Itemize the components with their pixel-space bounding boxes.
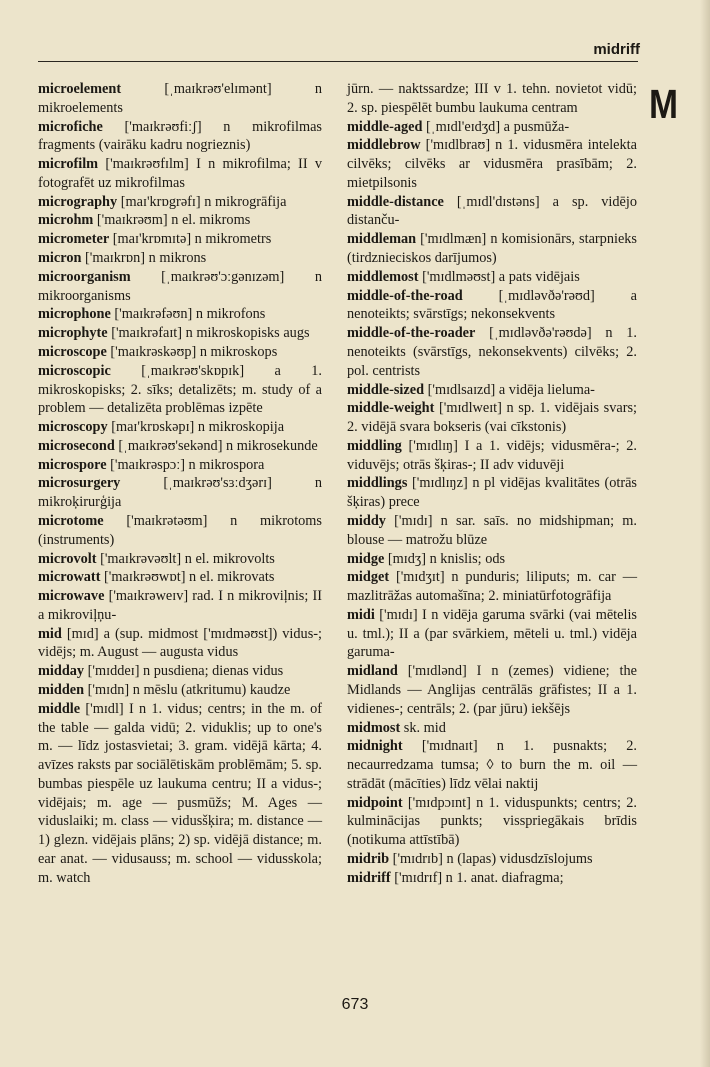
entry-headword: middlings: [347, 475, 408, 492]
dictionary-entry: [38, 550, 322, 569]
dictionary-entry: [347, 568, 637, 606]
entry-headword: microspore: [38, 456, 107, 473]
entry-definition: ['mɪdlweɪt] n sp. 1. vidējais svars; 2. vidējā svara bokseris (vai cīkstonis): [347, 400, 637, 436]
entry-headword: microelement: [38, 81, 122, 97]
entry-headword: midpoint: [347, 794, 403, 811]
entry-headword: microhm: [38, 212, 94, 229]
entry-headword: microtome: [38, 512, 104, 529]
dictionary-entry: [38, 625, 322, 663]
running-head-guideword: midriff: [593, 41, 640, 58]
entry-headword: midden: [38, 682, 85, 698]
dictionary-entry: [347, 268, 637, 287]
entry-definition: ['maɪkrəʊfɪlm] I n mikrofilma; II v fotografēt uz mikrofilmas: [38, 156, 322, 191]
entry-headword: midmost: [347, 719, 401, 736]
entry-definition: [ˌmaɪkrəʊ'skɒpɪk] a 1. mikroskopisks; 2. sīks; detalizēts; m. study of a problem — detalizēta problēmas izpēte: [38, 362, 322, 417]
dictionary-entry: [347, 794, 637, 850]
dictionary-entry: [347, 606, 637, 662]
dictionary-entry: [38, 418, 322, 437]
entry-headword: microscope: [38, 343, 107, 360]
dictionary-entry: [347, 118, 637, 137]
dictionary-entry: [347, 287, 637, 325]
dictionary-entry: [38, 268, 322, 306]
entry-definition: ['mɪdlməʊst] a pats vidējais: [418, 268, 580, 285]
entry-headword: midriff: [347, 869, 391, 886]
entry-definition: [ˌmɪdləvðə'rəʊdə] n 1. nenoteikts (svārstīgs, nekonsekvents) cilvēks; 2. pol. centrists: [347, 325, 637, 379]
entry-definition: ['mɪdl] I n 1. vidus; centrs; in the m. of the table — galda vidū; 2. viduklis; up to one's m. — līdz jostasvietai; 3. gram. vidējā kārta; 4. avīzes raksts par sociālētiskām problēmām; 5. sp. bumbas piespēle uz laukuma centru; II a vidus-; vidējais; m. age — pusmūžs; M. Ages — viduslaiki; m. class — vidusšķira; m. distance — 1) glezn. vidējais plāns; 2) sp. vidējā distance; m. ear anat. — vidusauss; m. school — vidusskola; m. watch: [38, 700, 322, 886]
entry-definition: ['mɪdʒɪt] n punduris; liliputs; m. car — mazlitrāžas automašīna; 2. miniatūrfotogrāfija: [347, 569, 637, 605]
dictionary-entry: [347, 474, 637, 512]
dictionary-entry: [347, 136, 637, 192]
dictionary-entry: [38, 681, 322, 700]
entry-definition: [ˌmaɪkrəʊ'elɪmənt] n mikroelements: [38, 81, 322, 116]
dictionary-entry: [38, 80, 322, 118]
entry-headword: middlebrow: [347, 137, 421, 154]
entry-definition: ['maɪkrəweɪv] rad. I n mikroviļnis; II a mikroviļņu-: [38, 588, 322, 623]
entry-definition: ['maɪkrəspɔː] n mikrospora: [106, 456, 265, 473]
entry-headword: micron: [38, 250, 82, 267]
entry-headword: micrography: [38, 193, 118, 210]
entry-definition: ['maɪkrəvəʊlt] n el. mikrovolts: [96, 550, 275, 567]
entry-headword: midget: [347, 569, 390, 586]
entry-definition: [mɪdʒ] n knislis; ods: [384, 550, 506, 567]
dictionary-entry: [347, 399, 637, 437]
entry-definition: ['maɪkrətəʊm] n mikrotoms (instruments): [38, 512, 322, 548]
entry-definition: ['mɪdn] n mēslu (atkritumu) kaudze: [84, 682, 291, 698]
entry-definition: ['mɪdɪ] n sar. saīs. no midshipman; m. blouse — matrožu blūze: [347, 512, 637, 548]
entry-headword: microfilm: [38, 156, 99, 173]
dictionary-entry: [38, 193, 322, 212]
entry-definition: [ˌmaɪkrəʊ'ɔːgənɪzəm] n mikroorganisms: [38, 268, 322, 304]
entry-headword: microsecond: [38, 437, 115, 454]
entry-definition: ['maɪkrəfəʊn] n mikrofons: [110, 306, 266, 323]
entry-definition: ['mɪdlmæn] n komisionārs, starpnieks (tirdznieciskos darījumos): [347, 231, 637, 267]
dictionary-entry: [38, 587, 322, 625]
dictionary-entry: [347, 381, 637, 400]
dictionary-entry: [347, 719, 637, 738]
dictionary-entry: [38, 343, 322, 362]
entry-headword: middle-of-the-roader: [347, 325, 476, 342]
entry-definition: [maɪ'krɒgrəfɪ] n mikrogrāfija: [117, 193, 287, 210]
entry-headword: microphyte: [38, 325, 108, 342]
entry-headword: microorganism: [38, 268, 131, 285]
dictionary-entry: [347, 324, 637, 380]
entry-definition: [ˌmaɪkrəʊ'sɜːdʒərɪ] n mikroķirurģija: [38, 475, 322, 511]
entry-headword: microsurgery: [38, 475, 121, 492]
page-number: 673: [341, 996, 369, 1013]
header-rule: [38, 61, 638, 62]
entry-headword: middle-distance: [347, 193, 444, 210]
entry-definition: sk. mid: [400, 719, 446, 736]
left-column: [38, 80, 322, 888]
entry-definition: ['maɪkrəʊfiːʃ] n mikrofilmas fragments (vairāku kadru nogrieznis): [38, 118, 322, 154]
entry-definition: ['maɪkrəʊm] n el. mikroms: [93, 212, 251, 229]
entry-definition: [ˌmɪdl'eɪdʒd] a pusmūža-: [422, 118, 570, 135]
right-column: [347, 80, 637, 888]
entry-definition: jūrn. — naktssardze; III v 1. tehn. novietot vidū; 2. sp. piespēlēt bumbu laukuma centram: [347, 81, 637, 116]
entry-headword: middle-weight: [347, 400, 435, 417]
entry-headword: middle-of-the-road: [347, 287, 463, 304]
dictionary-entry: [38, 662, 322, 681]
dictionary-entry: [38, 456, 322, 475]
entry-definition: [ˌmɪdləvðə'rəʊd] a nenoteikts; svārstīgs; nekonsekvents: [347, 287, 637, 323]
dictionary-entry: [38, 324, 322, 343]
entry-definition: ['maɪkrəfaɪt] n mikroskopisks augs: [107, 325, 310, 342]
entry-definition: ['mɪdrɪb] n (lapas) vidusdzīslojums: [389, 851, 593, 868]
entry-definition: ['mɪdɪ] I n vidēja garuma svārki (vai mētelis u. tml.); II a (par svārkiem, mēteli u. tml.) vidēja garuma-: [347, 606, 637, 661]
dictionary-entry: [38, 568, 322, 587]
entry-headword: middling: [347, 437, 402, 454]
entry-headword: microwatt: [38, 569, 101, 586]
dictionary-entry: [38, 437, 322, 456]
entry-definition: ['mɪddeɪ] n pusdiena; dienas vidus: [84, 663, 284, 680]
dictionary-entry: [38, 155, 322, 193]
dictionary-entry: [38, 512, 322, 550]
entry-definition: [maɪ'krɒskəpɪ] n mikroskopija: [107, 419, 285, 436]
dictionary-entry: [38, 230, 322, 249]
dictionary-entry: [347, 193, 637, 231]
entry-definition: ['maɪkrɒn] n mikrons: [81, 250, 207, 267]
dictionary-entry: [347, 662, 637, 718]
entry-definition: [maɪ'krɒmɪtə] n mikrometrs: [109, 231, 272, 248]
dictionary-entry: [38, 700, 322, 888]
dictionary-entry: [38, 211, 322, 230]
dictionary-entry: [347, 80, 637, 118]
entry-headword: midday: [38, 663, 85, 680]
entry-headword: midge: [347, 550, 385, 567]
thumb-index-letter: M: [649, 81, 679, 127]
entry-headword: middlemost: [347, 268, 419, 285]
entry-headword: microwave: [38, 588, 105, 605]
entry-definition: ['mɪdpɔɪnt] n 1. viduspunkts; centrs; 2. kulminācijas punkts; visspriegākais brīdis (notikuma attīstībā): [347, 794, 637, 849]
dictionary-entry: [347, 230, 637, 268]
entry-definition: ['mɪdlɪŋ] I a 1. vidējs; vidusmēra-; 2. viduvējs; otrās šķiras-; II adv viduvēji: [347, 437, 637, 473]
dictionary-entry: [347, 550, 637, 569]
entry-headword: midnight: [347, 738, 403, 755]
entry-headword: microvolt: [38, 550, 97, 567]
dictionary-entry: [347, 512, 637, 550]
dictionary-entry: [347, 869, 637, 888]
entry-headword: middle: [38, 700, 81, 717]
entry-headword: microphone: [38, 306, 111, 323]
entry-definition: [ˌmaɪkrəʊ'sekənd] n mikrosekunde: [114, 437, 318, 454]
entry-definition: ['mɪdrɪf] n 1. anat. diafragma;: [390, 869, 564, 886]
entry-headword: midland: [347, 663, 398, 680]
entry-definition: ['mɪdnaɪt] n 1. pusnakts; 2. necaurredzama tumsa; ◊ to burn the m. oil — strādāt (mācīties) līdz vēlai naktij: [347, 738, 637, 792]
dictionary-entry: [38, 305, 322, 324]
page-edge-shadow: [700, 0, 710, 1067]
entry-definition: [mɪd] a (sup. midmost ['mɪdməʊst]) vidus-; vidējs; m. August — augusta vidus: [38, 625, 322, 661]
entry-definition: ['mɪdlənd] I n (zemes) vidiene; the Midlands — Anglijas centrālās grāfistes; II a 1. vidienes-; centrāls; 2. (par jūru) iekšējs: [347, 663, 637, 717]
dictionary-entry: [347, 737, 637, 793]
entry-definition: ['mɪdlɪŋz] n pl vidējas kvalitātes (otrās šķiras) prece: [347, 475, 637, 511]
entry-headword: middleman: [347, 231, 417, 248]
entry-definition: ['maɪkrəskəʊp] n mikroskops: [106, 343, 278, 360]
entry-headword: mid: [38, 625, 62, 642]
entry-headword: micrometer: [38, 231, 110, 248]
entry-definition: ['maɪkrəʊwɒt] n el. mikrovats: [100, 569, 275, 586]
dictionary-entry: [38, 474, 322, 512]
entry-headword: microscopy: [38, 419, 108, 436]
entry-headword: microfiche: [38, 118, 103, 135]
entry-headword: middy: [347, 512, 386, 529]
dictionary-entry: [347, 437, 637, 475]
entry-definition: ['mɪdlbraʊ] n 1. vidusmēra intelekta cilvēks; cilvēks ar vidusmēra prasībām; 2. mietpilsonis: [347, 137, 637, 191]
entry-headword: middle-aged: [347, 118, 423, 135]
entry-headword: midrib: [347, 851, 390, 868]
dictionary-entry: [347, 850, 637, 869]
entry-definition: [ˌmɪdl'dɪstəns] a sp. vidējo distanču-: [347, 193, 637, 229]
entry-headword: microscopic: [38, 362, 111, 379]
entry-headword: midi: [347, 606, 375, 623]
entry-definition: ['mɪdlsaɪzd] a vidēja lieluma-: [424, 381, 595, 398]
entry-headword: middle-sized: [347, 381, 425, 398]
dictionary-entry: [38, 362, 322, 418]
dictionary-entry: [38, 249, 322, 268]
dictionary-entry: [38, 118, 322, 156]
